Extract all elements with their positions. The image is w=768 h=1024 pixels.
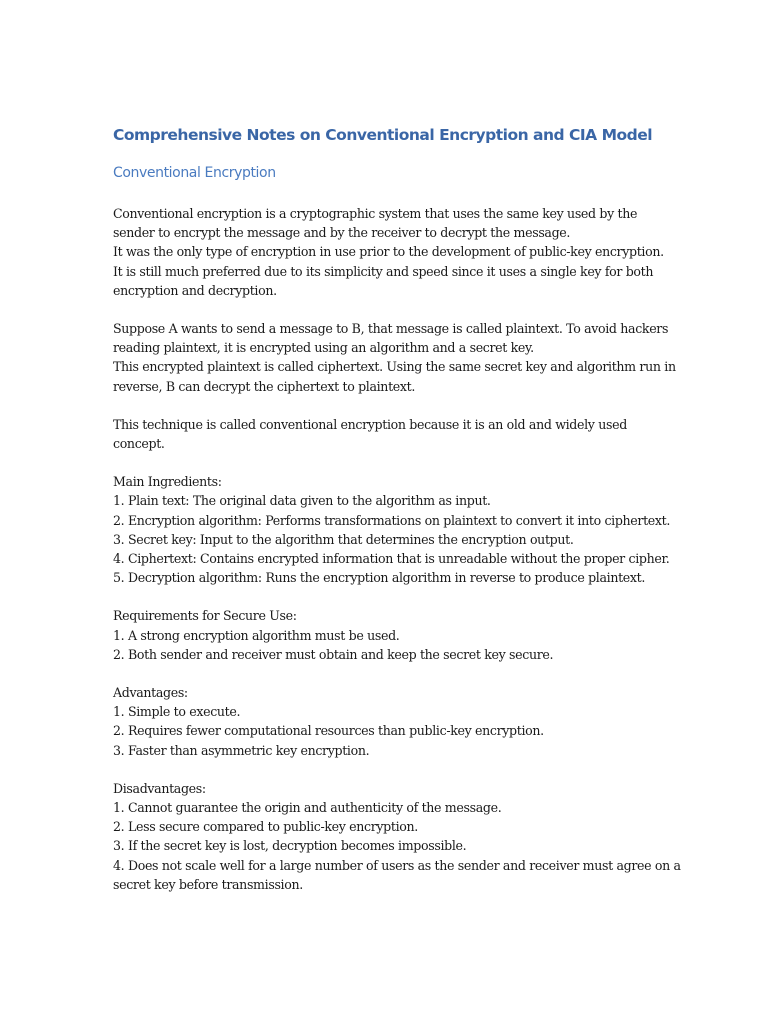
list-heading: Requirements for Secure Use: (113, 608, 297, 624)
text-line: sender to encrypt the message and by the receiver to decrypt the message. (113, 225, 571, 241)
list-item: 2. Requires fewer computational resources than public-key encryption. (113, 723, 544, 739)
document-content (113, 124, 681, 913)
intro-paragraph (113, 204, 664, 300)
list-item: secret key before transmission. (113, 876, 303, 892)
list-item: 2. Encryption algorithm: Performs transformations on plaintext to convert it into ciphertext. (113, 512, 671, 528)
text-line: reading plaintext, it is encrypted using an algorithm and a secret key. (113, 340, 534, 356)
scenario-paragraph (113, 319, 676, 396)
naming-paragraph (113, 415, 661, 453)
requirements-list (113, 606, 661, 664)
body-text (113, 204, 681, 894)
text-line: It is still much preferred due to its simplicity and speed since it uses a single key for both (113, 263, 654, 279)
list-item: 2. Both sender and receiver must obtain and keep the secret key secure. (113, 646, 554, 662)
text-line: concept. (113, 436, 165, 452)
section-heading: Conventional Encryption (113, 165, 276, 181)
text-line: Conventional encryption is a cryptographic system that uses the same key used by the (113, 206, 638, 221)
list-heading: Advantages: (113, 685, 188, 701)
list-heading: Main Ingredients: (113, 474, 222, 490)
advantages-list (113, 683, 661, 760)
list-item: 1. Simple to execute. (113, 704, 241, 720)
text-line: encryption and decryption. (113, 282, 277, 298)
text-line: reverse, B can decrypt the ciphertext to plaintext. (113, 378, 415, 394)
text-line: This technique is called conventional encryption because it is an old and widely used (113, 416, 627, 432)
list-item: 4. Ciphertext: Contains encrypted information that is unreadable without the proper cipher. (113, 551, 670, 567)
list-item: 3. If the secret key is lost, decryption becomes impossible. (113, 838, 467, 854)
list-item: 5. Decryption algorithm: Runs the encryption algorithm in reverse to produce plaintext. (113, 570, 646, 586)
list-item: 1. A strong encryption algorithm must be used. (113, 627, 400, 643)
list-item: 4. Does not scale well for a large number of users as the sender and receiver must agree on a (113, 857, 681, 873)
text-line: Suppose A wants to send a message to B, that message is called plaintext. To avoid hackers (113, 321, 669, 337)
list-item: 3. Faster than asymmetric key encryption. (113, 742, 370, 758)
list-heading: Disadvantages: (113, 780, 206, 796)
list-item: 2. Less secure compared to public-key encryption. (113, 819, 418, 835)
text-line: This encrypted plaintext is called ciphertext. Using the same secret key and algorithm run in (113, 359, 676, 375)
document-title: Comprehensive Notes on Conventional Encryption and CIA Model (113, 126, 653, 144)
list-item: 3. Secret key: Input to the algorithm that determines the encryption output. (113, 531, 574, 547)
text-line: It was the only type of encryption in use prior to the development of public-key encryption. (113, 244, 664, 260)
list-item: 1. Plain text: The original data given to the algorithm as input. (113, 493, 491, 509)
ingredients-list (113, 472, 671, 587)
disadvantages-list (113, 779, 681, 894)
list-item: 1. Cannot guarantee the origin and authenticity of the message. (113, 800, 502, 816)
